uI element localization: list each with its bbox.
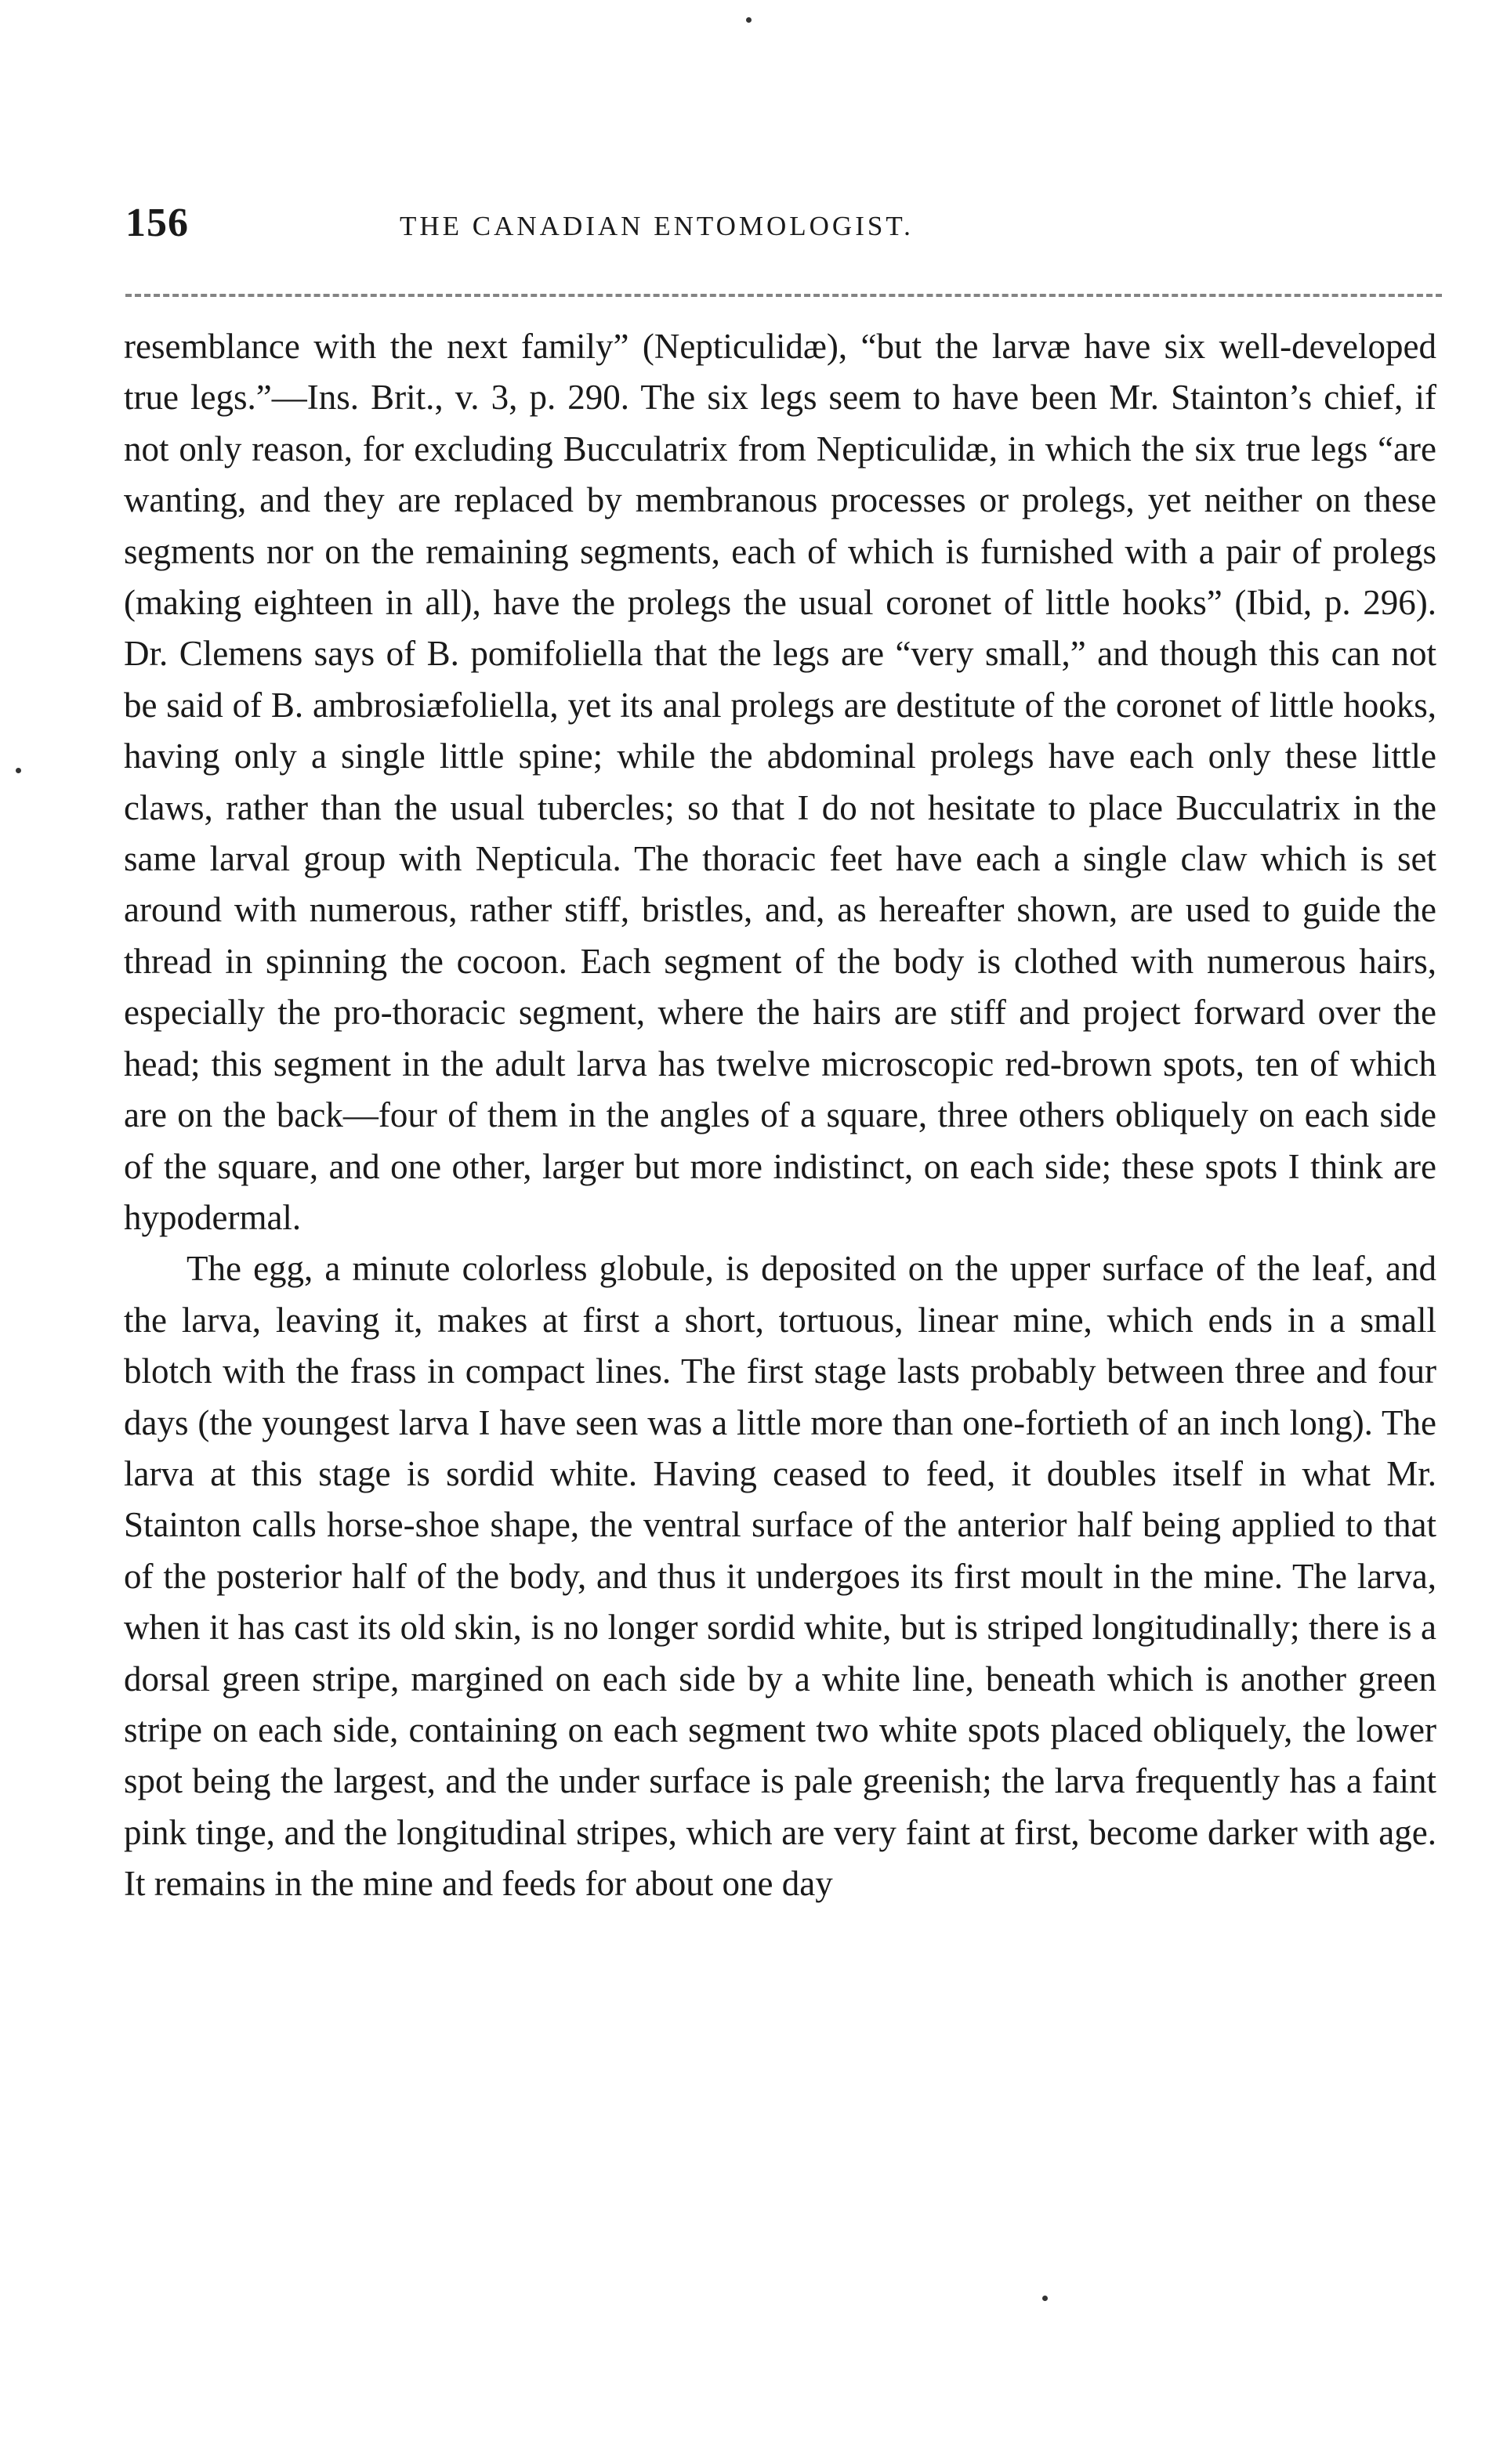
stray-mark [16, 768, 21, 773]
paragraph-egg: The egg, a minute colorless globule, is deposited on the upper surface of the leaf, and the larva, leaving it, makes at first a short, tortuous, linear mine, which ends in a small blotch with the frass in compact lines. The first stage lasts probably between three and four days (the youngest larva I have seen was a little more than one-fortieth of an inch long). The larva at this stage is sordid white. Having ceased to feed, it doubles itself in what Mr. Stainton calls horse-shoe shape, the ventral surface of the anterior half being applied to that of the posterior half of the body, and thus it undergoes its first moult in the mine. The larva, when it has cast its old skin, is no longer sordid white, but is striped longitudinally; there is a dorsal green stripe, margined on each side by a white line, beneath which is another green stripe on each side, containing on each segment two white spots placed obliquely, the lower spot being the largest, and the under surface is pale greenish; the larva frequently has a faint pink tinge, and the longitudinal stripes, which are very faint at first, become darker with age. It remains in the mine and feeds for about one day [124, 1249, 1436, 1904]
header-rule [125, 294, 1442, 300]
running-title: THE CANADIAN ENTOMOLOGIST. [400, 211, 914, 241]
stray-mark [746, 17, 752, 23]
stray-mark [1042, 2296, 1048, 2301]
paragraph-continued: resemblance with the next family” (Nepticulidæ), “but the larvæ have six well-developed true legs.”—Ins. Brit., v. 3, p. 290. The six legs seem to have been Mr. Stainton’s chief, if not only reason, for excluding Bucculatrix from Nepticulidæ, in which the six true legs “are wanting, and they are replaced by membranous processes or prolegs, yet neither on these segments nor on the remaining segments, each of which is furnished with a pair of prolegs (making eighteen in all), have the prolegs the usual coronet of little hooks” (Ibid, p. 296). Dr. Clemens says of B. pomifoliella that the legs are “very small,” and though this can not be said of B. ambrosiæfoliella, yet its anal prolegs are destitute of the coronet of little hooks, having only a single little spine; while the abdominal prolegs have each only these little claws, rather than the usual tubercles; so that I do not hesitate to place Bucculatrix in the same larval group with Nepticula. The thoracic feet have each a single claw which is set around with numerous, rather stiff, bristles, and, as hereafter shown, are used to guide the thread in spinning the cocoon. Each segment of the body is clothed with numerous hairs, especially the pro-thoracic segment, where the hairs are stiff and project forward over the head; this segment in the adult larva has twelve microscopic red-brown spots, ten of which are on the back—four of them in the angles of a square, three others obliquely on each side of the square, and one other, larger but more indistinct, on each side; these spots I think are hypodermal. [124, 327, 1436, 1237]
body-text [124, 321, 1436, 1910]
page-number: 156 [125, 201, 189, 245]
page-header [125, 200, 1097, 262]
